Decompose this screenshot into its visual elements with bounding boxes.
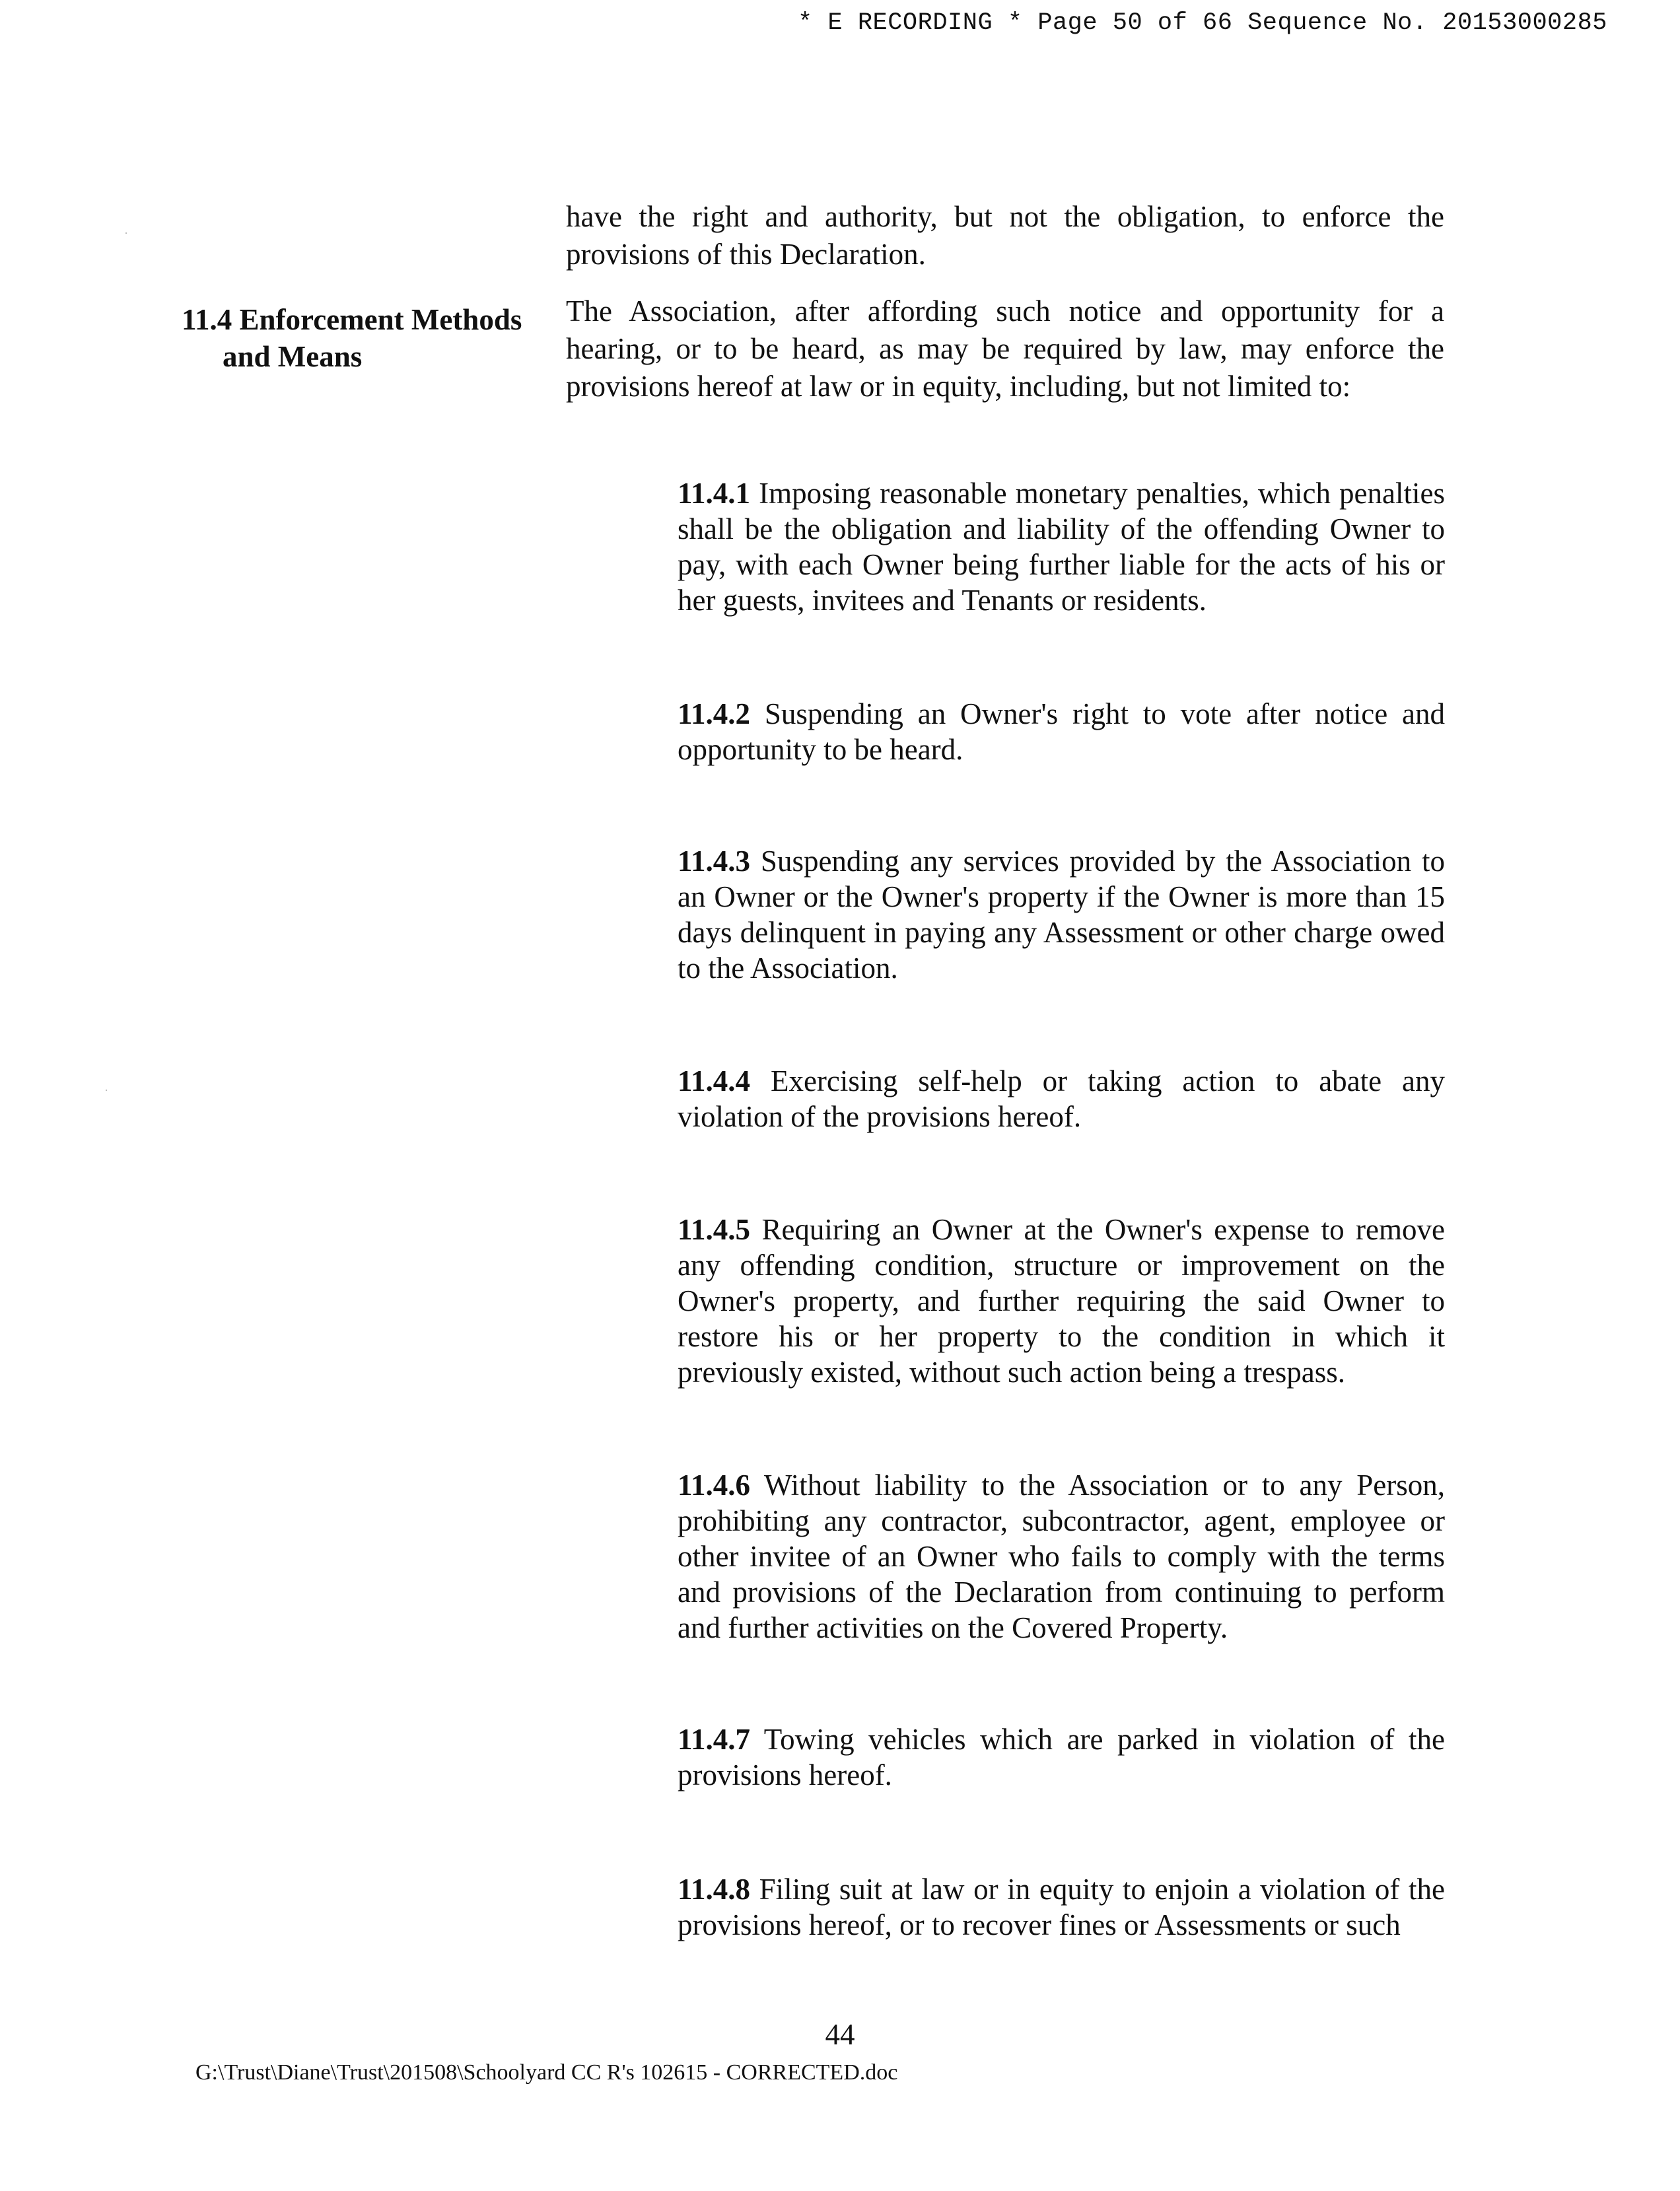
section-heading-line1: 11.4 Enforcement Methods <box>182 303 522 336</box>
subsection-number: 11.4.4 <box>678 1064 751 1097</box>
recording-stamp: * E RECORDING * Page 50 of 66 Sequence No. 20153000285 <box>798 9 1607 37</box>
subsection-number: 11.4.3 <box>678 845 751 878</box>
subsection-text: Requiring an Owner at the Owner's expense to remove any offending condition, structure or improvement on the Owner's property, and further requiring the said Owner to restore his or her property to the condition in which it previously existed, without such action being a trespass. <box>678 1213 1445 1389</box>
intro-paragraph: have the right and authority, but not the obligation, to enforce the provisions of this Declaration. <box>566 200 1444 271</box>
subsection-text: Filing suit at law or in equity to enjoin a violation of the provisions hereof, or to recover fines or Assessments or such <box>678 1873 1445 1941</box>
subsection-number: 11.4.6 <box>678 1469 751 1502</box>
subsection-11-4-2 <box>678 696 1445 767</box>
scan-speck <box>106 1090 107 1091</box>
subsection-11-4-4 <box>678 1063 1445 1134</box>
subsection-number: 11.4.7 <box>678 1723 751 1756</box>
file-path: G:\Trust\Diane\Trust\201508\Schoolyard CC R's 102615 - CORRECTED.doc <box>195 2060 898 2085</box>
subsection-11-4-1 <box>678 475 1445 618</box>
subsection-text: Towing vehicles which are parked in violation of the provisions hereof. <box>678 1723 1445 1791</box>
page-number: 44 <box>825 2018 855 2051</box>
subsection-number: 11.4.1 <box>678 477 751 510</box>
subsection-11-4-8 <box>678 1871 1445 1943</box>
subsection-number: 11.4.5 <box>678 1213 751 1246</box>
subsection-number: 11.4.8 <box>678 1873 751 1906</box>
subsection-number: 11.4.2 <box>678 697 751 730</box>
subsection-text: Exercising self-help or taking action to abate any violation of the provisions hereof. <box>678 1064 1446 1133</box>
section-heading <box>182 301 551 375</box>
subsection-text: Imposing reasonable monetary penalties, which penalties shall be the obligation and liability of the offending Owner to pay, with each Owner being further liable for the acts of his or her guests, invitees and Tenants or residents. <box>678 477 1446 617</box>
subsection-text: Without liability to the Association or to any Person, prohibiting any contractor, subcontractor, agent, employee or other invitee of an Owner who fails to comply with the terms and provisions of the Declaration from continuing to perform and further activities on the Covered Property. <box>678 1469 1445 1644</box>
subsection-11-4-5 <box>678 1212 1445 1390</box>
subsection-text: Suspending any services provided by the Association to an Owner or the Owner's property if the Owner is more than 15 days delinquent in paying any Assessment or other charge owed to the Association. <box>678 845 1445 985</box>
subsection-11-4-7 <box>678 1722 1445 1793</box>
section-heading-line2: and Means <box>223 340 363 373</box>
subsection-11-4-6 <box>678 1467 1445 1646</box>
subsection-text: Suspending an Owner's right to vote after notice and opportunity to be heard. <box>678 697 1445 766</box>
scan-speck <box>125 232 127 234</box>
section-body: The Association, after affording such notice and opportunity for a hearing, or to be heard, as may be required by law, may enforce the provisions hereof at law or in equity, including, but not limited to: <box>566 295 1444 403</box>
subsection-11-4-3 <box>678 843 1445 986</box>
